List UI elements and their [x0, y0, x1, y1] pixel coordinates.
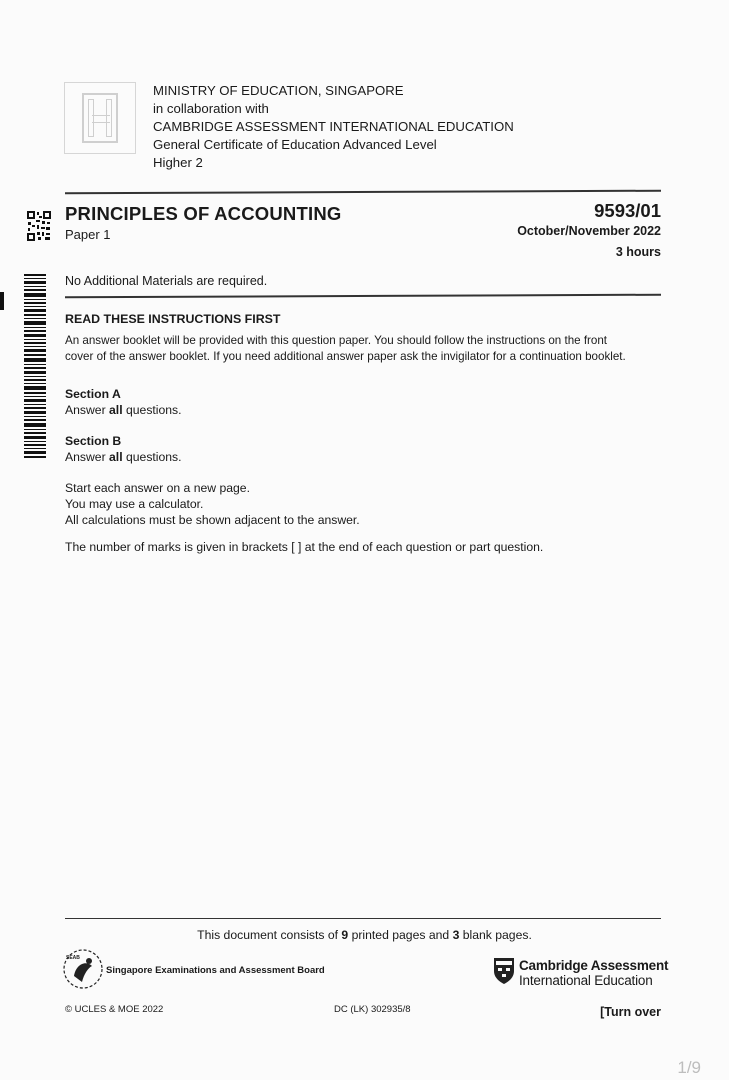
issuer-line-5: Higher 2 — [153, 155, 203, 170]
new-page-instruction: Start each answer on a new page. — [65, 481, 250, 495]
marks-note: The number of marks is given in brackets [ ] at the end of each question or part question. — [65, 540, 544, 554]
instructions-divider — [65, 294, 661, 298]
turn-over-label: [Turn over — [600, 1005, 661, 1019]
booklet-instructions — [65, 333, 665, 365]
section-b-block — [65, 433, 182, 465]
cambridge-line-2: International Education — [519, 973, 653, 988]
cambridge-name — [519, 958, 668, 988]
barcode-icon — [18, 272, 52, 462]
issuer-line-2: in collaboration with — [153, 101, 269, 116]
subject-title: PRINCIPLES OF ACCOUNTING — [65, 203, 342, 224]
cambridge-shield-icon — [493, 957, 515, 985]
seab-logo-icon — [62, 946, 104, 992]
booklet-line-2: cover of the answer booklet. If you need additional answer paper ask the invigilator for a continuation booklet. — [65, 350, 626, 363]
materials-note: No Additional Materials are required. — [65, 274, 268, 288]
section-b-heading: Section B — [65, 434, 122, 448]
issuer-line-4: General Certificate of Education Advanced Level — [153, 137, 437, 152]
exam-duration: 3 hours — [615, 245, 661, 259]
copyright-text: © UCLES & MOE 2022 — [65, 1004, 164, 1015]
page-indicator: 1/9 — [677, 1058, 701, 1077]
issuer-header — [153, 82, 514, 172]
paper-number: Paper 1 — [65, 227, 111, 242]
svg-text:SEAB: SEAB — [66, 955, 80, 961]
dc-code: DC (LK) 302935/8 — [334, 1004, 411, 1015]
issuer-line-1: MINISTRY OF EDUCATION, SINGAPORE — [153, 83, 404, 98]
h-logo-box — [64, 82, 136, 154]
section-a-heading: Section A — [65, 387, 121, 401]
calculations-instruction: All calculations must be shown adjacent to the answer. — [65, 513, 360, 527]
page-count-note: This document consists of 9 printed pages and 3 blank pages. — [197, 928, 532, 942]
instructions-heading: READ THESE INSTRUCTIONS FIRST — [65, 312, 281, 326]
seab-name: Singapore Examinations and Assessment Board — [106, 965, 325, 976]
scan-edge-mark — [0, 292, 4, 310]
syllabus-code: 9593/01 — [594, 200, 661, 221]
general-instructions — [65, 480, 360, 528]
section-a-block — [65, 386, 182, 418]
exam-session: October/November 2022 — [517, 224, 661, 238]
section-b-text: Answer all questions. — [65, 450, 182, 464]
issuer-line-3: CAMBRIDGE ASSESSMENT INTERNATIONAL EDUCATION — [153, 119, 514, 134]
calculator-instruction: You may use a calculator. — [65, 497, 204, 511]
cambridge-line-1: Cambridge Assessment — [519, 958, 669, 973]
section-a-text: Answer all questions. — [65, 403, 182, 417]
footer-divider — [65, 918, 661, 919]
booklet-line-1: An answer booklet will be provided with this question paper. You should follow the instructions on the front — [65, 334, 608, 347]
qr-code-icon — [26, 210, 52, 242]
top-divider — [65, 190, 661, 194]
